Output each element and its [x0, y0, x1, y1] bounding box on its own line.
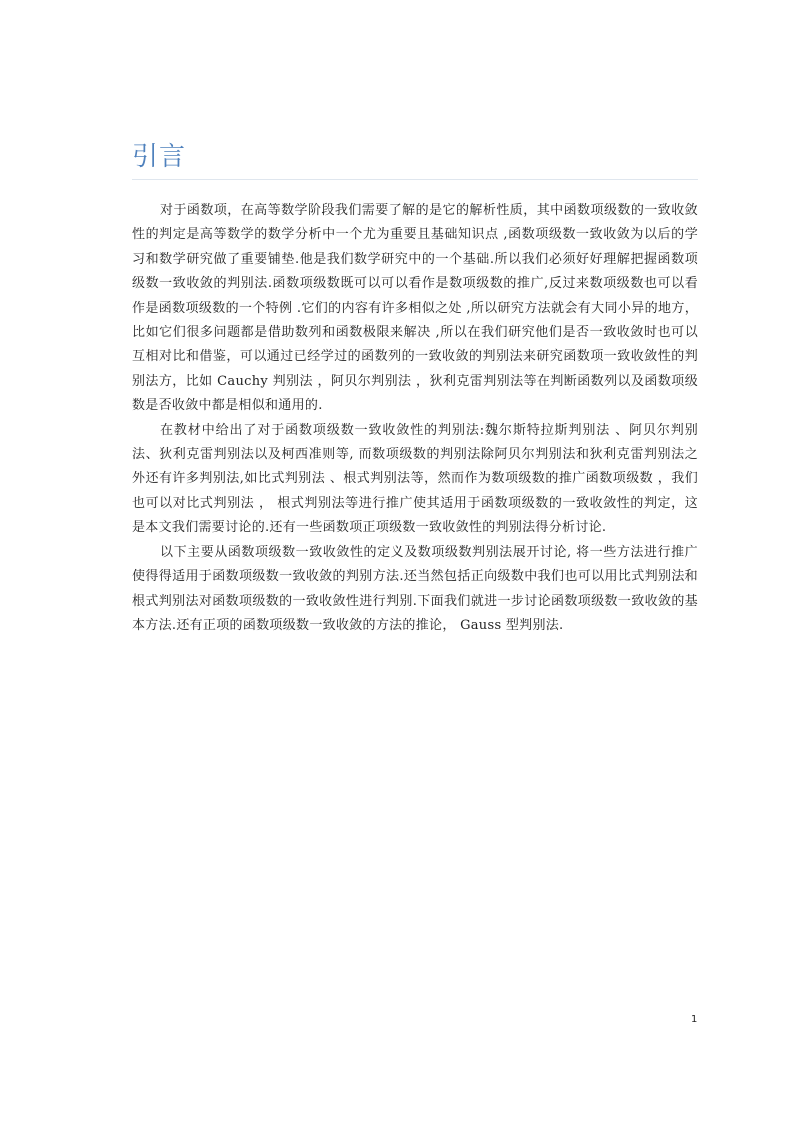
heading-underline: [132, 179, 698, 180]
paragraph-2: 在教材中给出了对于函数项级数一致收敛性的判别法:魏尔斯特拉斯判别法 、阿贝尔判别法、狄利克雷判别法以及柯西准则等, 而数项级数的判别法除阿贝尔判别法和狄利克雷判别法之外还有许多判别法,如比式判别法 、根式判别法等，然而作为数项级数的推广函数项级数 ，我们也可以对比式判别法 ， 根式判别法等进行推广使其适用于函数项级数的一致收敛性的判定，这是本文我们需要讨论的.还有一些函数项正项级数一致收敛性的判别法得分析讨论.: [132, 422, 698, 536]
section-heading: 引言: [132, 142, 187, 172]
paragraph-1: 对于函数项，在高等数学阶段我们需要了解的是它的解析性质，其中函数项级数的一致收敛性的判定是高等数学的数学分析中一个尤为重要且基础知识点 ,函数项级数一致收敛为以后的学习和数学研究做了重要铺垫.他是我们数学研究中的一个基础.所以我们必须好好理解把握函数项级数一致收敛的判别法.函数项级数既可以可以看作是数项级数的推广,反过来数项级数也可以看作是函数项级数的一个特例 .它们的内容有许多相似之处 ,所以研究方法就会有大同小异的地方，比如它们很多问题都是借助数列和函数极限来解决 ,所以在我们研究他们是否一致收敛时也可以互相对比和借鉴，可以通过已经学过的函数列的一致收敛的判别法来研究函数项一致收敛性的判别法方，比如 Cauchy 判别法 ，阿贝尔判别法 ，狄利克雷判别法等在判断函数列以及函数项级数是否收敛中都是相似和通用的.: [132, 203, 698, 414]
page-number: 1: [691, 1014, 698, 1025]
body-text: [132, 199, 698, 638]
paragraph-3: 以下主要从函数项级数一致收敛性的定义及数项级数判别法展开讨论, 将一些方法进行推广使得得适用于函数项级数一致收敛的判别方法.还当然包括正向级数中我们也可以用比式判别法和根式判别法对函数项级数的一致收敛性进行判别.下面我们就进一步讨论函数项级数一致收敛的基本方法.还有正项的函数项级数一致收敛的方法的推论， Gauss 型判别法.: [132, 544, 698, 633]
